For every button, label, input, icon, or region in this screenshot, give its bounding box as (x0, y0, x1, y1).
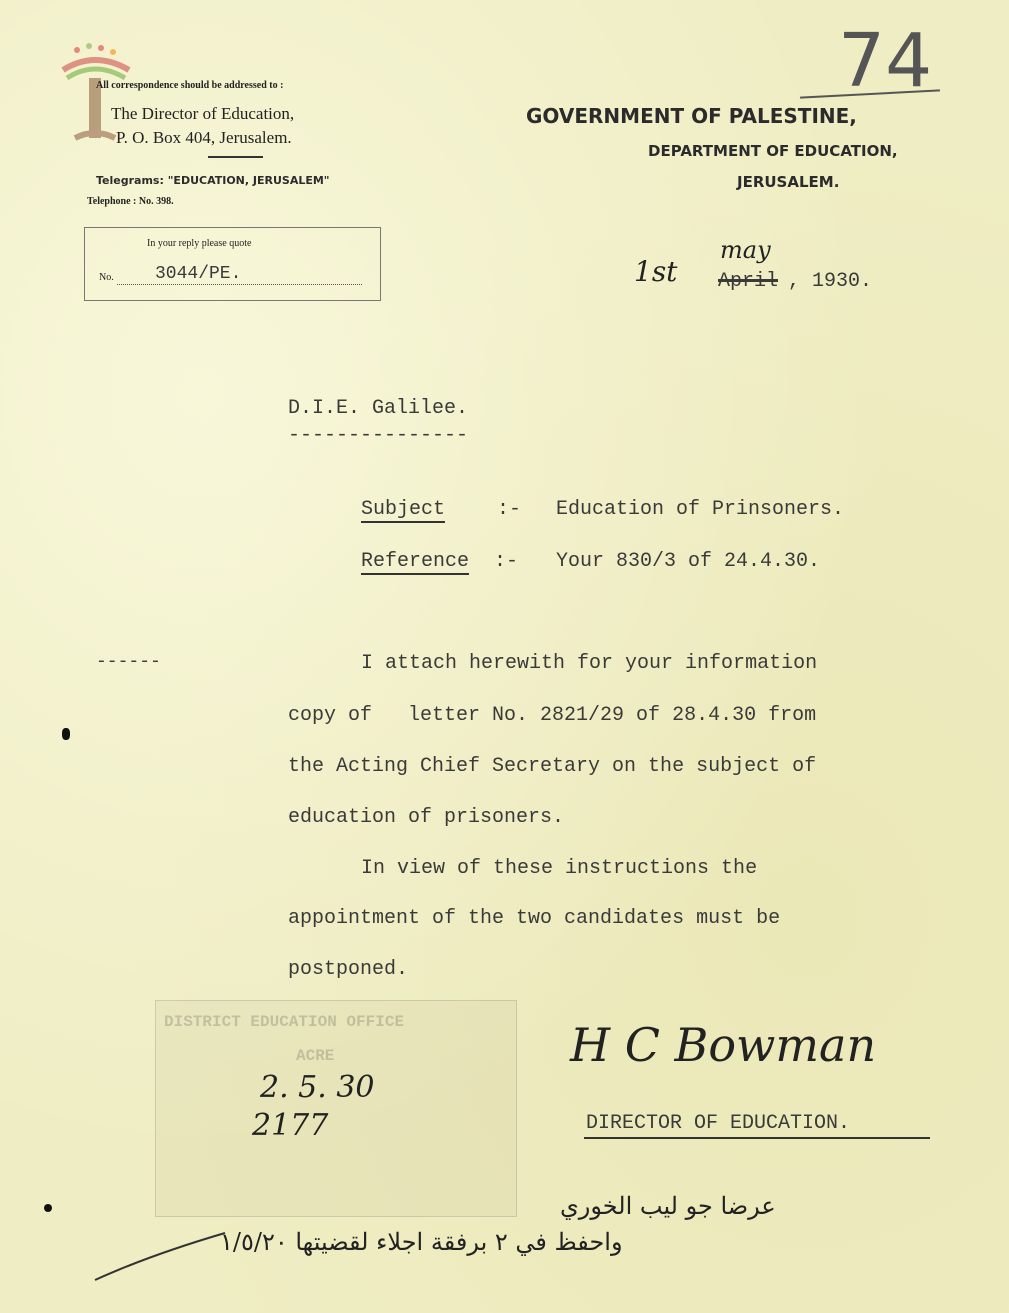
page-number: 74 (838, 18, 933, 104)
reference-label: Reference (361, 550, 470, 573)
ref-prefix: No. (99, 272, 114, 283)
signature-title-underline (584, 1137, 930, 1139)
recipient-underline: --------------- (288, 424, 469, 447)
date-month-inserted: may (720, 236, 771, 264)
telegrams: Telegrams: "EDUCATION, JERUSALEM" (96, 174, 330, 187)
letterhead-rule (208, 156, 263, 158)
city-title: JERUSALEM. (737, 173, 840, 191)
department-title: DEPARTMENT OF EDUCATION, (648, 142, 898, 160)
government-title: GOVERNMENT OF PALESTINE, (526, 104, 857, 128)
date-day: 1st (634, 255, 678, 288)
recipient: D.I.E. Galilee. (288, 397, 469, 420)
arabic-note-line-1: عرضا جو ليب الخوري (560, 1192, 776, 1220)
ink-mark (62, 728, 70, 740)
address-note: All correspondence should be addressed to : (96, 80, 284, 91)
signature: H C Bowman (570, 1018, 877, 1072)
ref-number: 3044/PE. (155, 264, 242, 284)
received-note-date: 2. 5. 30 (260, 1070, 375, 1105)
stamp-line-2: ACRE (296, 1047, 335, 1065)
margin-dashes: ------ (96, 652, 161, 672)
quote-label: In your reply please quote (147, 238, 252, 249)
subject-label: Subject (361, 498, 446, 521)
arabic-note-flourish (90, 1225, 230, 1285)
body-line-1: I attach herewith for your information (361, 652, 818, 675)
date-year: , 1930. (788, 270, 873, 293)
arabic-note-line-2: واحفظ في ٢ برفقة اجلاء لقضيتها ١/٥/٢٠ (220, 1228, 623, 1256)
received-stamp (155, 1000, 517, 1217)
body-line-5: In view of these instructions the (361, 857, 758, 880)
addressee-line1: The Director of Education, (111, 104, 295, 123)
addressee-line2: P. O. Box 404, Jerusalem. (116, 128, 292, 147)
date-month-struck: April (718, 270, 779, 293)
ref-dotted-line (117, 284, 362, 285)
reference-separator: :- (494, 550, 519, 573)
body-line-3: the Acting Chief Secretary on the subject of (288, 755, 817, 778)
body-line-4: education of prisoners. (288, 806, 565, 829)
signature-title: DIRECTOR OF EDUCATION. (586, 1112, 851, 1135)
subject-text: Education of Prinsoners. (556, 498, 845, 521)
stamp-line-1: DISTRICT EDUCATION OFFICE (164, 1013, 405, 1031)
reply-quote-box (84, 227, 381, 301)
telephone: Telephone : No. 398. (87, 196, 174, 207)
body-line-2: copy of letter No. 2821/29 of 28.4.30 from (288, 704, 817, 727)
body-line-6: appointment of the two candidates must be (288, 907, 781, 930)
reference-text: Your 830/3 of 24.4.30. (556, 550, 821, 573)
body-line-7: postponed. (288, 958, 409, 981)
received-note-number: 2177 (252, 1108, 329, 1143)
ink-dot (44, 1204, 52, 1212)
subject-separator: :- (497, 498, 522, 521)
